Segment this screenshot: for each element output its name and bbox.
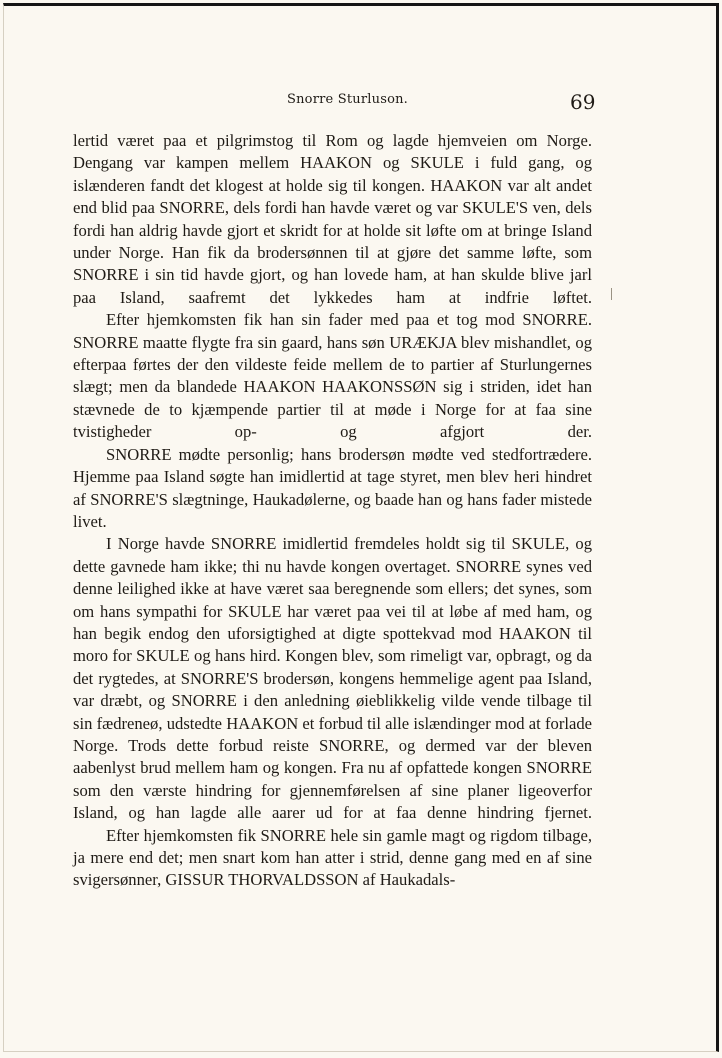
page-number: 69 xyxy=(570,90,596,114)
paragraph-2: Efter hjemkomsten fik han sin fader med paa et tog mod SNORRE. SNORRE maatte flygte fra sin gaard, hans søn URÆKJA blev mishandlet, og efterpaa førtes der den vildeste feide mellem de to partier af Sturlungernes slægt; men da blandede HAAKON HAAKONSSØN sig i striden, idet han stævnede de to kjæmpende partier til at møde i Norge for at faa sine tvistigheder op- og afgjort der. xyxy=(73,310,592,442)
paragraph-5: Efter hjemkomsten fik SNORRE hele sin gamle magt og rigdom tilbage, ja mere end det; men snart kom han atter i strid, denne gang med en af sine svigersønner, GISSUR THORVALDSSON af Haukadals- xyxy=(73,825,592,890)
book-page xyxy=(3,3,719,1052)
paragraph-3: SNORRE mødte personlig; hans brodersøn mødte ved stedfortrædere. Hjemme paa Island søgte han imidlertid at tage styret, men blev heri hindret af SNORRE'S slægtninge, Haukadølerne, og baade han og hans fader mistede livet. xyxy=(73,444,592,531)
body-text xyxy=(73,130,592,892)
margin-mark xyxy=(611,288,612,300)
running-title: Snorre Sturluson. xyxy=(287,92,409,107)
paragraph-1: lertid været paa et pilgrimstog til Rom og lagde hjemveien om Norge. Dengang var kampen mellem HAAKON og SKULE i fuld gang, og islænderen fandt det klogest at holde sig til kongen. HAAKON var alt andet end blid paa SNORRE, dels fordi han havde været og var SKULE'S ven, dels fordi han aldrig havde gjort et skridt for at holde sit løfte om at bringe Island under Norge. Han fik da brodersønnen til at gjøre det samme løfte, som SNORRE i sin tid havde gjort, og han lovede ham, at han skulde blive jarl paa Island, saafremt det lykkedes ham at indfrie løftet. xyxy=(73,131,592,307)
paragraph-4: I Norge havde SNORRE imidlertid fremdeles holdt sig til SKULE, og dette gavnede ham ikke; thi nu havde kongen overtaget. SNORRE synes ved denne leilighed ikke at have været saa beregnende som ellers; det synes, som om hans sympathi for SKULE har været paa vei til at løbe af med ham, og han begik endog den uforsigtighed at digte spottekvad mod HAAKON til moro for SKULE og hans hird. Kongen blev, som rimeligt var, opbragt, og da det rygtedes, at SNORRE'S brodersøn, kongens hemmelige agent paa Island, var dræbt, og SNORRE i den anledning øieblikkelig vilde vende tilbage til sin fædreneø, udstedte HAAKON et forbud til alle islændinger mod at forlade Norge. Trods dette forbud reiste SNORRE, og dermed var der bleven aabenlyst brud mellem ham og kongen. Fra nu af opfattede kongen SNORRE som den værste hindring for gjennemførelsen af sine planer ligeoverfor Island, og han lagde alle aarer ud for at faa denne hindring fjernet. xyxy=(73,534,592,823)
